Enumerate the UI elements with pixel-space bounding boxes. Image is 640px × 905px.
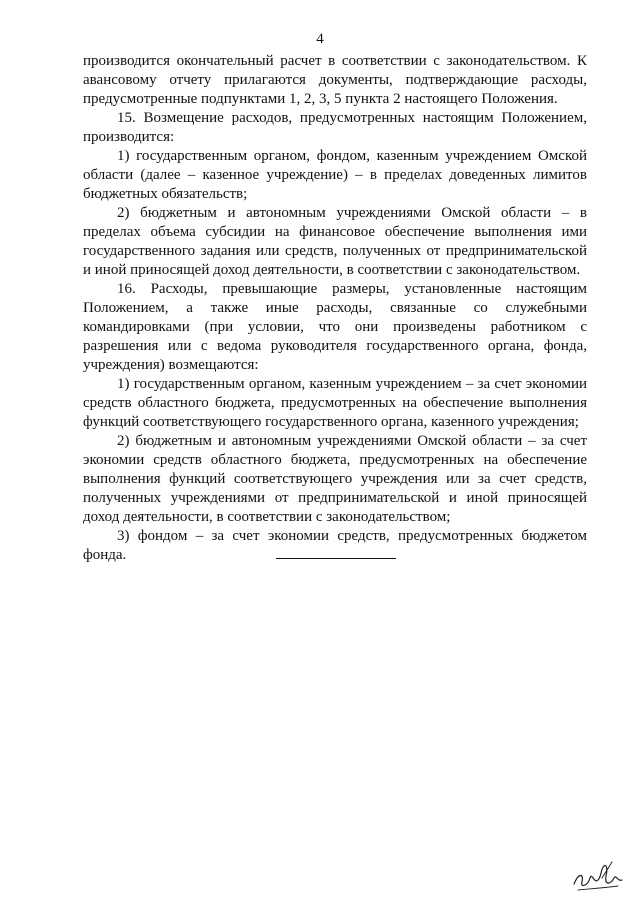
paragraph-clause-16-item-3: 3) фондом – за счет экономии средств, предусмотренных бюджетом фонда. (83, 528, 587, 563)
paragraph-clause-15-item-2: 2) бюджетным и автономным учреждениями Омской области – в пределах объема субсидии на финансовое обеспечение выполнения ими государственного задания или средств, полученных от предпринимательской и иной приносящей доход деятельности, в соответствии с законодательством. (83, 205, 587, 278)
handwritten-signature (568, 856, 628, 896)
paragraph-clause-15-item-1: 1) государственным органом, фондом, казенным учреждением Омской области (далее – казенное учреждение) – в пределах доведенных лимитов бюджетных обязательств; (83, 148, 587, 202)
paragraph-clause-16-item-2: 2) бюджетным и автономным учреждениями Омской области – за счет экономии средств областного бюджета, предусмотренных на обеспечение выполнения функций соответствующего учреждения или за счет средств, полученных учреждениями от предпринимательской и иной приносящей доход деятельности, в соответствии с законодательством; (83, 433, 587, 525)
paragraph-clause-16-item-1: 1) государственным органом, казенным учреждением – за счет экономии средств областного бюджета, предусмотренных на обеспечение выполнения функций соответствующего государственного органа, казенного учреждения; (83, 376, 587, 430)
paragraph-clause-15: 15. Возмещение расходов, предусмотренных настоящим Положением, производится: (83, 110, 587, 145)
paragraph-clause-16: 16. Расходы, превышающие размеры, установленные настоящим Положением, а также иные расходы, связанные со служебными командировками (при условии, что они произведены работником с разрешения или с ведома руководителя государственного органа, фонда, учреждения) возмещаются: (83, 281, 587, 373)
document-body (83, 52, 587, 565)
page-number: 4 (316, 31, 324, 47)
paragraph-continuation: производится окончательный расчет в соответствии с законодательством. К авансовому отчету прилагаются документы, подтверждающие расходы, предусмотренные подпунктами 1, 2, 3, 5 пункта 2 настоящего Положения. (83, 53, 587, 107)
end-of-text-divider (276, 558, 396, 559)
